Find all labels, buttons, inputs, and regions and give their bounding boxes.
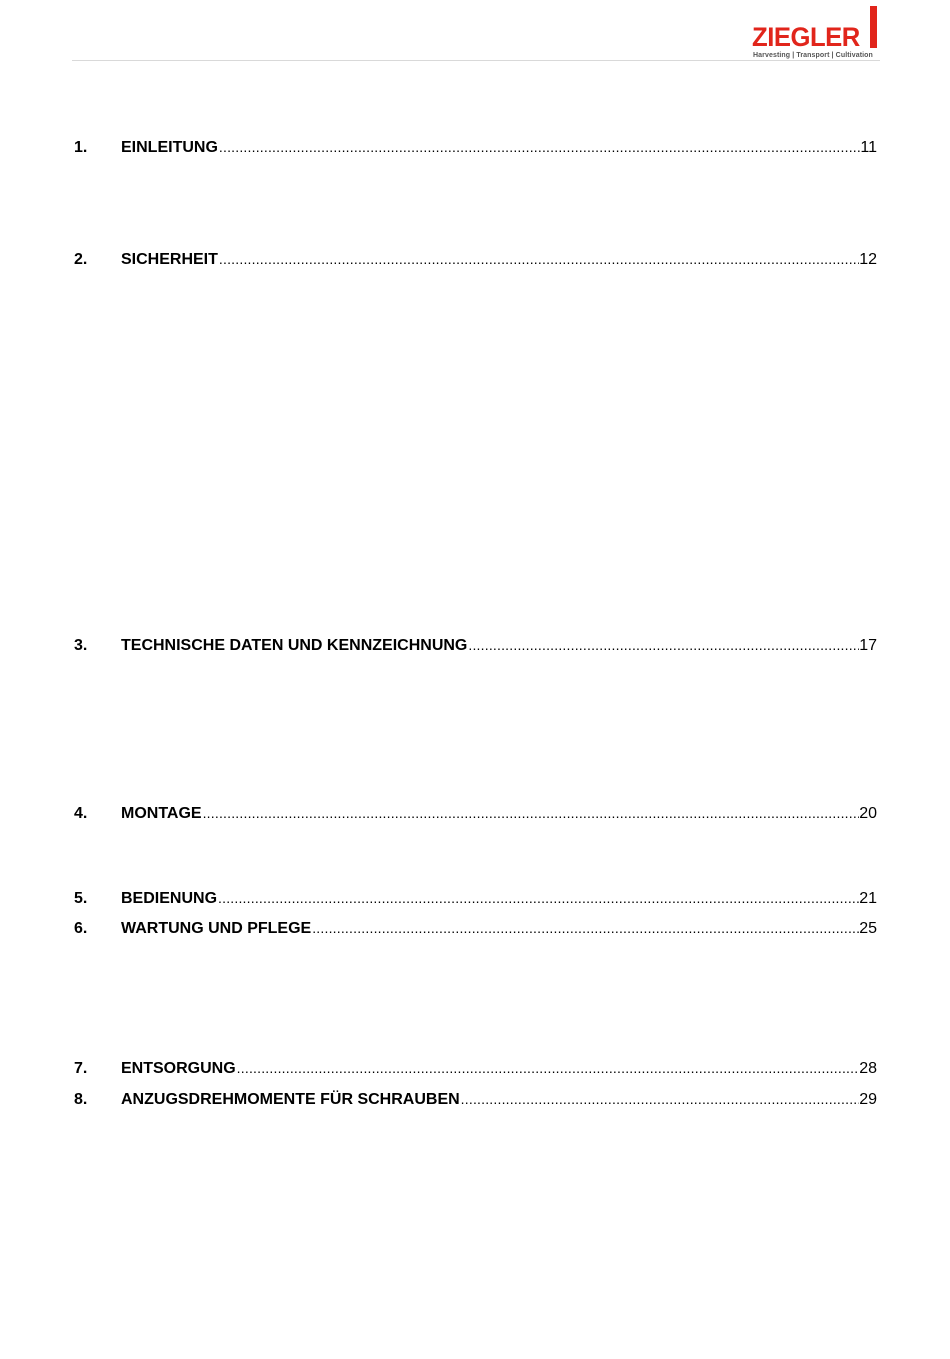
toc-number: 7. [74, 1060, 88, 1077]
logo-tagline: Harvesting | Transport | Cultivation [753, 52, 873, 59]
toc-entry-1[interactable] [74, 137, 877, 157]
toc-number: 4. [74, 805, 88, 822]
toc-number: 8. [74, 1091, 88, 1108]
toc-number: 6. [74, 920, 88, 937]
toc-title: ENTSORGUNG [121, 1060, 236, 1077]
toc-leader-dots [202, 803, 860, 823]
toc-title: EINLEITUNG [121, 139, 218, 156]
logo-accent-bar [870, 6, 877, 48]
toc-number: 1. [74, 139, 88, 156]
toc-entry-2[interactable] [74, 249, 877, 269]
toc-title: MONTAGE [121, 805, 202, 822]
toc-number: 5. [74, 890, 88, 907]
toc-page-number: 21 [859, 890, 877, 907]
toc-page-number: 28 [859, 1060, 877, 1077]
toc-leader-dots [218, 137, 861, 157]
toc-leader-dots [467, 635, 859, 655]
toc-title: BEDIENUNG [121, 890, 218, 907]
toc-title: WARTUNG UND PFLEGE [121, 920, 312, 937]
logo-wordmark: ZIEGLER [752, 22, 860, 52]
toc-leader-dots [460, 1089, 860, 1109]
header-divider [72, 60, 880, 61]
toc-page-number: 12 [859, 251, 877, 268]
toc-number: 2. [74, 251, 88, 268]
toc-number: 3. [74, 637, 88, 654]
toc-title: TECHNISCHE DATEN UND KENNZEICHNUNG [121, 637, 468, 654]
toc-title: SICHERHEIT [121, 251, 218, 268]
toc-leader-dots [236, 1058, 860, 1078]
toc-leader-dots [311, 918, 859, 938]
toc-entry-5[interactable] [74, 888, 877, 908]
toc-entry-8[interactable] [74, 1089, 877, 1109]
toc-page-number: 17 [859, 637, 877, 654]
toc-entry-6[interactable] [74, 918, 877, 938]
toc-page-number: 20 [859, 805, 877, 822]
toc-leader-dots [217, 888, 859, 908]
toc-entry-4[interactable] [74, 803, 877, 823]
ziegler-logo [752, 6, 882, 62]
toc-title: ANZUGSDREHMOMENTE FÜR SCHRAUBEN [121, 1091, 460, 1108]
toc-page-number: 25 [859, 920, 877, 937]
toc-leader-dots [218, 249, 859, 269]
toc-entry-3[interactable] [74, 635, 877, 655]
toc-page-number: 11 [860, 139, 877, 156]
toc-entry-7[interactable] [74, 1058, 877, 1078]
toc-page-number: 29 [859, 1091, 877, 1108]
